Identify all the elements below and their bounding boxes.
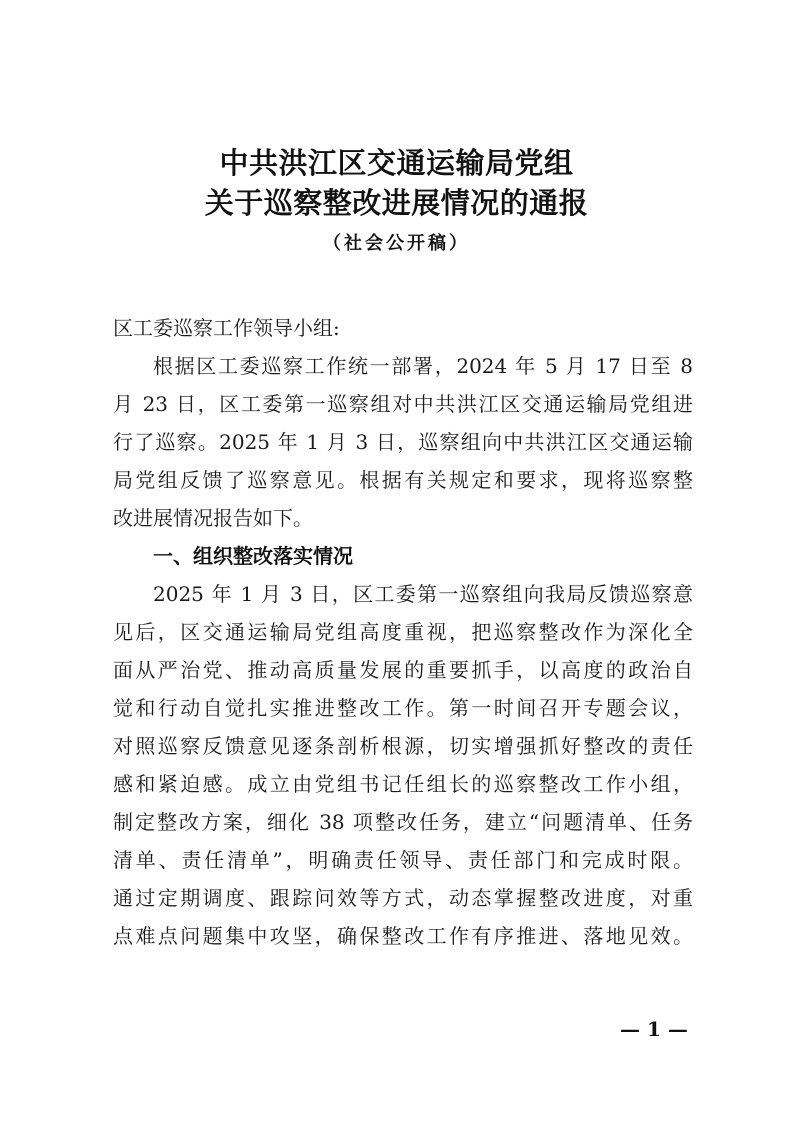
paragraph1-line: 改进展情况报告如下。	[113, 506, 313, 530]
section1-heading: 一、组织整改落实情况	[153, 544, 353, 568]
document-title-line2: 关于巡察整改进展情况的通报	[204, 186, 589, 220]
paragraph1-line: 行了巡察。2025 年 1 月 3 日，巡察组向中共洪江区交通运输	[113, 430, 693, 454]
paragraph2-line: 点难点问题集中攻坚，确保整改工作有序推进、落地见效。	[113, 924, 693, 948]
document-subtitle: （社会公开稿）	[323, 233, 470, 254]
paragraph2-line: 清单、责任清单”，明确责任领导、责任部门和完成时限。	[113, 848, 693, 872]
paragraph2-line: 对照巡察反馈意见逐条剖析根源，切实增强抓好整改的责任	[113, 734, 693, 758]
page-number: — 1 —	[620, 1017, 688, 1041]
paragraph2-line: 2025 年 1 月 3 日，区工委第一巡察组向我局反馈巡察意	[153, 582, 693, 606]
salutation: 区工委巡察工作领导小组:	[113, 316, 340, 340]
paragraph2-line: 制定整改方案，细化 38 项整改任务，建立“问题清单、任务	[113, 810, 693, 834]
paragraph2-line: 面从严治党、推动高质量发展的重要抓手，以高度的政治自	[113, 658, 693, 682]
document-title-line1: 中共洪江区交通运输局党组	[219, 146, 574, 180]
paragraph2-line: 感和紧迫感。成立由党组书记任组长的巡察整改工作小组，	[113, 772, 693, 796]
paragraph2-line: 觉和行动自觉扎实推进整改工作。第一时间召开专题会议，	[113, 696, 693, 720]
paragraph1-line: 局党组反馈了巡察意见。根据有关规定和要求，现将巡察整	[113, 468, 693, 492]
paragraph1-line: 月 23 日，区工委第一巡察组对中共洪江区交通运输局党组进	[113, 392, 693, 416]
paragraph2-line: 通过定期调度、跟踪问效等方式，动态掌握整改进度，对重	[113, 886, 693, 910]
paragraph2-line: 见后，区交通运输局党组高度重视，把巡察整改作为深化全	[113, 620, 693, 644]
paragraph1-line: 根据区工委巡察工作统一部署，2024 年 5 月 17 日至 8	[153, 354, 693, 378]
